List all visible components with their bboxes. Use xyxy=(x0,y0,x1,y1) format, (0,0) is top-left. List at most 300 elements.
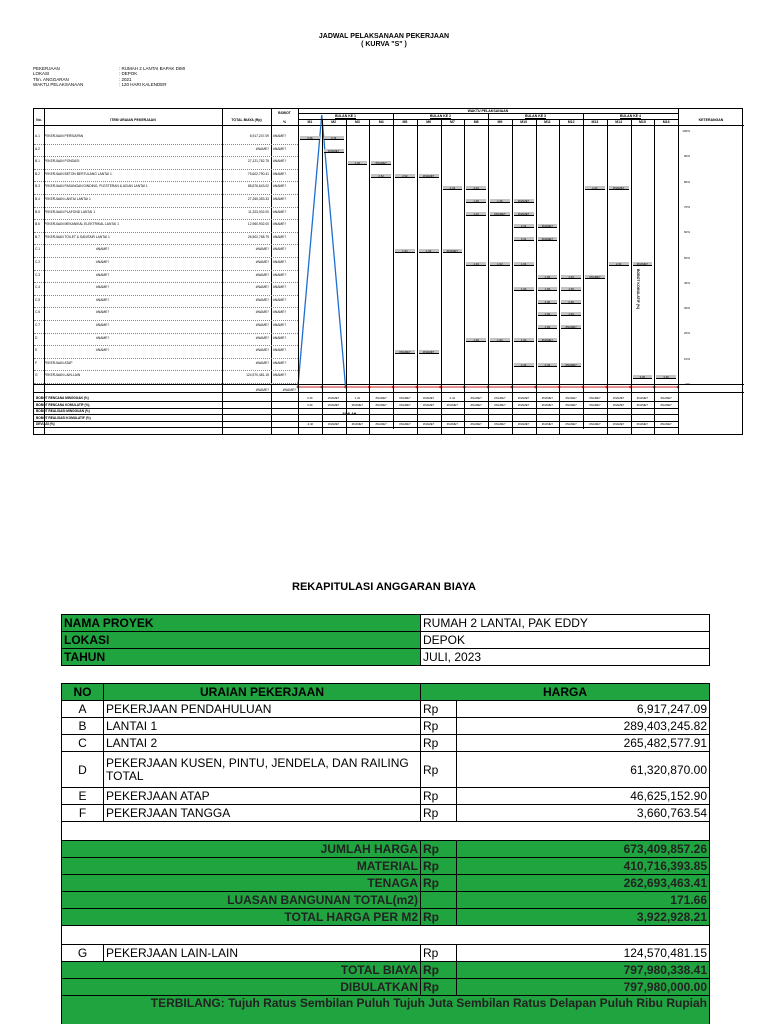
row-total: #NAME? xyxy=(255,323,269,327)
schedule-bar: 4.44 xyxy=(466,186,486,190)
schedule-bar: #NAME? xyxy=(561,325,581,329)
header-waktu: WAKTU PELAKSANAAN xyxy=(467,109,509,113)
row-uraian: PEKERJAAN PASANGAN DINDING, PLESTERAN & ACIAN LANTAI 1 xyxy=(44,184,148,189)
footer-value: #NAME? xyxy=(375,396,387,400)
footer-value: #NAME? xyxy=(613,402,625,407)
row-uraian: PEKERJAAN LANTAI LANTAI 1 xyxy=(44,197,91,201)
footer-value: #NAME? xyxy=(660,396,672,400)
footer-value: 4.44 xyxy=(449,396,456,400)
schedule-bar: 1.93 xyxy=(538,312,558,316)
row-uraian: #NAME? xyxy=(96,323,110,327)
info-value: : RUMAH 2 LANTAI BAPAK DIMI xyxy=(119,66,186,71)
row-total: 26,502,768.79 xyxy=(247,234,269,239)
schedule-bar: 1.93 xyxy=(514,262,534,266)
summary-label: JUMLAH HARGA xyxy=(62,841,421,858)
summary-row xyxy=(62,841,710,858)
table-row xyxy=(62,752,710,788)
recap-table xyxy=(61,683,710,1024)
schedule-bar: 1.93 xyxy=(538,275,558,279)
footer-value: #NAME? xyxy=(351,402,363,407)
week-header: M13 xyxy=(591,120,599,124)
week-header: M2 xyxy=(331,120,337,124)
schedule-bar: 3.46 xyxy=(300,136,320,140)
row-uraian: #NAME? xyxy=(96,272,110,277)
footer-value: #NAME? xyxy=(565,402,577,407)
schedule-bar: #NAME? xyxy=(419,350,439,354)
percent-label: 40% xyxy=(683,280,690,285)
row-uraian: #NAME? xyxy=(96,260,110,264)
jumlah-total: #NAME? xyxy=(255,388,269,392)
info-value: : 120 HARI KALENDER xyxy=(119,82,167,88)
row-total: 124,570,481.15 xyxy=(246,373,269,378)
item-harga: 289,403,245.82 xyxy=(457,718,710,735)
schedule-bar: 2.43 xyxy=(538,363,558,367)
header-no: NO xyxy=(62,684,104,701)
item-rp: Rp xyxy=(421,945,457,962)
row-total: 6,917,247.09 xyxy=(249,134,269,138)
footer-value: #NAME? xyxy=(399,402,411,407)
footer-value: #NAME? xyxy=(565,396,577,400)
schedule-bar: 2.96 xyxy=(561,300,581,304)
row-uraian: PEKERJAAN PLAFOND LANTAI 1 xyxy=(44,209,96,214)
week-header: M5 xyxy=(402,120,408,124)
row-bobot: #NAME? xyxy=(273,234,287,239)
schedule-bar: 3.31 xyxy=(514,237,534,241)
row-no: C.7 xyxy=(35,323,41,327)
week-header: M15 xyxy=(638,120,646,124)
item-harga: 265,482,577.91 xyxy=(457,735,710,752)
project-value: JULI, 2023 xyxy=(421,649,710,666)
row-total: 75,602,790.41 xyxy=(247,171,269,176)
week-header: M16 xyxy=(662,120,670,124)
footer-label: BOBOT RENCANA MINGGUAN (%) xyxy=(36,396,89,400)
footer-value: #NAME? xyxy=(470,402,482,407)
row-bobot: #NAME? xyxy=(273,197,287,201)
item-harga: 3,660,763.54 xyxy=(457,805,710,822)
schedule-bar: #NAME? xyxy=(443,249,463,253)
footer-value: #NAME? xyxy=(328,422,340,426)
row-total: #NAME? xyxy=(255,310,269,315)
header-no: No. xyxy=(36,118,42,122)
row-no: B.1 xyxy=(35,159,40,164)
row-total: 11,323,002.00 xyxy=(248,209,269,214)
percent-label: 70% xyxy=(683,204,690,209)
row-uraian: PEKERJAAN PERSIAPAN xyxy=(44,134,84,138)
schedule-bar: #NAME? xyxy=(561,363,581,367)
schedule-bar: #NAME? xyxy=(395,350,415,354)
info-label: LOKASI xyxy=(33,71,50,77)
schedule-bar: #NAME? xyxy=(538,237,558,241)
item-no: B xyxy=(62,718,104,735)
schedule-bar: 1.93 xyxy=(538,287,558,291)
row-bobot: #NAME? xyxy=(273,272,287,277)
header-harga: HARGA xyxy=(421,684,710,701)
schedule-bar: #NAME? xyxy=(514,199,534,203)
schedule-bar: 2.22 xyxy=(585,186,605,190)
row-no: E xyxy=(35,348,38,353)
jumlah-bobot: #NAME? xyxy=(282,388,296,392)
row-total: #NAME? xyxy=(255,297,269,302)
total-rp: Rp xyxy=(421,979,457,996)
summary-label: TOTAL HARGA PER M2 xyxy=(62,909,421,926)
row-total: 27,265,353.33 xyxy=(247,197,269,201)
row-no: C.3 xyxy=(35,272,41,277)
footer-value: #NAME? xyxy=(589,422,601,426)
project-label: LOKASI xyxy=(62,632,421,649)
footer-value: #NAME? xyxy=(399,396,411,400)
footer-value: #NAME? xyxy=(446,422,458,426)
table-row xyxy=(62,701,710,718)
footer-label: BOBOT REALISASI MINGGUAN (%) xyxy=(36,409,90,413)
item-rp: Rp xyxy=(421,788,457,805)
percent-label: 80% xyxy=(683,179,690,184)
schedule-bar: 1.93 xyxy=(466,262,486,266)
project-label: TAHUN xyxy=(62,649,421,666)
total-rp: Rp xyxy=(421,962,457,979)
row-uraian: PEKERJAAN LAIN-LAIN xyxy=(44,373,81,378)
header-total: TOTAL BIAYA (Rp) xyxy=(231,118,262,122)
footer-value: #NAME? xyxy=(613,396,625,400)
schedule-bar: #NAME? xyxy=(633,262,653,266)
schedule-grid xyxy=(33,108,743,435)
row-bobot: #NAME? xyxy=(273,159,287,164)
terbilang-row xyxy=(62,996,710,1024)
project-value: RUMAH 2 LANTAI, PAK EDDY xyxy=(421,615,710,632)
summary-rp xyxy=(421,892,457,909)
footer-label: BOBOT REALISASI KOMULATIF (%) xyxy=(36,415,91,420)
item-rp: Rp xyxy=(421,735,457,752)
summary-value: 410,716,393.85 xyxy=(457,858,710,875)
info-value: : 2021 xyxy=(119,76,132,82)
footer-value: #NAME? xyxy=(636,402,648,407)
footer-value: #NAME? xyxy=(328,402,340,407)
month-header: BULAN KE 2 xyxy=(429,114,451,118)
footer-value: #NAME? xyxy=(518,396,530,400)
schedule-bar: 3.90 xyxy=(656,375,676,379)
row-bobot: #NAME? xyxy=(273,348,287,353)
summary-rp: Rp xyxy=(421,841,457,858)
week-header: M7 xyxy=(449,120,455,124)
row-total: #NAME? xyxy=(255,348,269,353)
item-uraian: PEKERJAAN KUSEN, PINTU, JENDELA, DAN RAILING TOTAL xyxy=(104,752,421,788)
week-header: M6 xyxy=(426,120,432,124)
footer-value: #NAME? xyxy=(328,396,340,400)
schedule-bar: 2.30 xyxy=(609,262,629,266)
row-bobot: #NAME? xyxy=(273,335,287,340)
summary-label: MATERIAL xyxy=(62,858,421,875)
row-bobot: #NAME? xyxy=(273,323,287,327)
info-label: PEKERJAAN xyxy=(33,66,60,71)
total-value: 797,980,000.00 xyxy=(457,979,710,996)
summary-row xyxy=(62,909,710,926)
project-row xyxy=(62,632,710,649)
item-no: A xyxy=(62,701,104,718)
footer-value: 3.46 xyxy=(307,396,313,400)
row-no: B.2 xyxy=(35,171,40,176)
row-total: 27,121,762.75 xyxy=(247,159,269,164)
row-total: #NAME? xyxy=(255,272,269,277)
month-header: BULAN KE 1 xyxy=(334,114,356,118)
schedule-bar: #NAME? xyxy=(538,338,558,342)
row-bobot: #NAME? xyxy=(273,260,287,264)
row-total: #NAME? xyxy=(255,335,269,340)
project-row xyxy=(62,615,710,632)
row-no: C.2 xyxy=(35,260,41,264)
footer-label: BOBOT RENCANA KOMULATIF (%) xyxy=(36,402,90,407)
footer-value: #NAME? xyxy=(399,422,411,426)
schedule-bar: #NAME? xyxy=(371,161,391,165)
row-uraian: #NAME? xyxy=(96,348,110,353)
summary-row xyxy=(62,875,710,892)
row-no: B.6 xyxy=(35,222,40,227)
week-header: M10 xyxy=(520,120,528,124)
schedule-bar: 2.96 xyxy=(538,300,558,304)
info-value: : DEPOK xyxy=(119,71,138,77)
row-no: B.7 xyxy=(35,234,40,239)
row-bobot: #NAME? xyxy=(273,297,287,302)
row-bobot: #NAME? xyxy=(273,247,287,252)
terbilang-text: TERBILANG: Tujuh Ratus Sembilan Puluh Tujuh Juta Sembilan Ratus Delapan Puluh Ribu Rupiah xyxy=(62,996,710,1024)
total-value: 797,980,338.41 xyxy=(457,962,710,979)
row-no: G xyxy=(35,373,38,378)
item-uraian: PEKERJAAN LAIN-LAIN xyxy=(104,945,421,962)
schedule-bar: 1.36 xyxy=(490,199,510,203)
percent-label: 50% xyxy=(683,255,690,260)
footer-value: #NAME? xyxy=(375,422,387,426)
summary-value: 262,693,463.41 xyxy=(457,875,710,892)
table-row-empty xyxy=(62,926,710,945)
project-label: NAMA PROYEK xyxy=(62,615,421,632)
footer-value: #NAME? xyxy=(589,396,601,400)
footer-value: #NAME? xyxy=(613,422,625,426)
item-uraian: PEKERJAAN ATAP xyxy=(104,788,421,805)
info-label: Thn. ANGGARAN xyxy=(33,76,69,82)
header-uraian: ITEM URAIAN PEKERJAAN xyxy=(110,118,156,122)
row-uraian: #NAME? xyxy=(96,285,110,290)
footer-value: #NAME? xyxy=(636,396,648,400)
row-uraian: PEKERJAAN PONDASI xyxy=(44,159,80,164)
table-row xyxy=(62,945,710,962)
header-bobot-unit: % xyxy=(282,120,287,124)
schedule-bar: 3.90 xyxy=(633,375,653,379)
schedule-bar: 1.93 xyxy=(514,287,534,291)
total-label: DIBULATKAN xyxy=(62,979,421,996)
footer-value: #NAME? xyxy=(375,402,387,407)
row-bobot: #NAME? xyxy=(273,285,287,290)
schedule-bar: 2.52 xyxy=(371,174,391,178)
total-row xyxy=(62,962,710,979)
row-bobot: #NAME? xyxy=(273,171,287,176)
footer-value: -3.46 xyxy=(306,422,314,426)
week-header: M11 xyxy=(544,120,551,124)
row-bobot: #NAME? xyxy=(273,373,287,378)
footer-value: #NAME? xyxy=(494,402,506,407)
week-header: M1 xyxy=(307,120,313,124)
row-no: D xyxy=(35,335,38,340)
week-header: M3 xyxy=(354,120,360,124)
item-harga: 61,320,870.00 xyxy=(457,752,710,788)
row-bobot: #NAME? xyxy=(273,184,287,189)
summary-value: 3,922,928.21 xyxy=(457,909,710,926)
footer-value: #NAME? xyxy=(660,402,672,407)
row-total: #NAME? xyxy=(255,247,269,252)
week-header: M9 xyxy=(497,120,503,124)
percent-label: 90% xyxy=(683,154,690,159)
item-harga: 124,570,481.15 xyxy=(457,945,710,962)
footer-value: #NAME? xyxy=(636,422,648,426)
week-header: M14 xyxy=(615,120,623,124)
summary-value: 673,409,857.26 xyxy=(457,841,710,858)
row-uraian: PEKERJAAN MEKANIKAL ELEKTRIKAL LANTAI 1 xyxy=(44,222,119,227)
schedule-bar: 4.44 xyxy=(443,186,463,190)
footer-value: #NAME? xyxy=(423,402,435,407)
row-total: #NAME? xyxy=(255,285,269,290)
summary-rp: Rp xyxy=(421,909,457,926)
footer-value: #NAME? xyxy=(541,402,553,407)
item-harga: 46,625,152.90 xyxy=(457,788,710,805)
row-no: B.5 xyxy=(35,209,40,214)
item-uraian: PEKERJAAN TANGGA xyxy=(104,805,421,822)
schedule-bar: 1.93 xyxy=(514,338,534,342)
week-header: M8 xyxy=(473,120,479,124)
item-uraian: LANTAI 1 xyxy=(104,718,421,735)
schedule-bar: 1.93 xyxy=(561,287,581,291)
schedule-bar: 1.93 xyxy=(419,249,439,253)
axis-label: BOBOT KOMULATIF (%) xyxy=(636,268,640,310)
item-uraian: LANTAI 2 xyxy=(104,735,421,752)
row-no: B.4 xyxy=(35,197,40,201)
table-row xyxy=(62,718,710,735)
table-row xyxy=(62,805,710,822)
total-row xyxy=(62,979,710,996)
row-uraian: PEKERJAAN ATAP xyxy=(44,360,73,365)
percent-label: 100% xyxy=(682,129,690,133)
schedule-bar: 3.46 xyxy=(324,136,344,140)
schedule-bar: 1.93 xyxy=(490,262,510,266)
row-uraian: #NAME? xyxy=(96,297,110,302)
recap-title: REKAPITULASI ANGGARAN BIAYA xyxy=(292,581,476,593)
row-uraian: PEKERJAAN BETON BERTULANG LANTAI 1 xyxy=(44,171,112,176)
schedule-bar: #NAME? xyxy=(490,212,510,216)
row-total: #NAME? xyxy=(255,146,269,151)
summary-rp: Rp xyxy=(421,858,457,875)
summary-value: 171.66 xyxy=(457,892,710,909)
row-no: C.5 xyxy=(35,297,41,302)
table-row-empty xyxy=(62,822,710,841)
schedule-bar: 1.42 xyxy=(466,212,486,216)
item-no: C xyxy=(62,735,104,752)
total-label: TOTAL BIAYA xyxy=(62,962,421,979)
footer-value: #NAME? xyxy=(589,402,601,407)
row-no: C.6 xyxy=(35,310,41,315)
row-total: #NAME? xyxy=(255,260,269,264)
table-row xyxy=(62,735,710,752)
row-bobot: #NAME? xyxy=(273,209,287,214)
footer-value: #NAME? xyxy=(518,422,530,426)
percent-label: 10% xyxy=(683,356,690,361)
footer-value: #NAME? xyxy=(518,402,530,407)
percent-label: 20% xyxy=(683,331,690,336)
item-rp: Rp xyxy=(421,701,457,718)
project-info-table xyxy=(61,614,710,666)
item-no: G xyxy=(62,945,104,962)
schedule-bar: 1.93 xyxy=(561,275,581,279)
jumlah-label: JUMLAH xyxy=(341,412,357,416)
footer-value: #NAME? xyxy=(470,396,482,400)
schedule-bar: #NAME? xyxy=(585,275,605,279)
footer-value: #NAME? xyxy=(423,422,435,426)
row-uraian: #NAME? xyxy=(96,247,110,252)
item-no: E xyxy=(62,788,104,805)
footer-value: #NAME? xyxy=(660,422,672,426)
project-row xyxy=(62,649,710,666)
schedule-bar: 2.52 xyxy=(395,174,415,178)
row-total: #NAME? xyxy=(255,360,269,365)
item-rp: Rp xyxy=(421,718,457,735)
schedule-bar: 1.32 xyxy=(348,161,368,165)
month-header: BULAN KE 4 xyxy=(619,114,641,118)
header-uraian: URAIAN PEKERJAAN xyxy=(104,684,421,701)
schedule-bar: 1.36 xyxy=(466,199,486,203)
schedule-bar: #NAME? xyxy=(538,224,558,228)
header-keterangan: KETERANGAN xyxy=(698,118,724,122)
item-rp: Rp xyxy=(421,805,457,822)
summary-row xyxy=(62,892,710,909)
schedule-bar: #NAME? xyxy=(609,186,629,190)
row-bobot: #NAME? xyxy=(273,310,287,315)
percent-label: 30% xyxy=(683,306,690,311)
summary-rp: Rp xyxy=(421,875,457,892)
row-uraian: #NAME? xyxy=(96,335,110,340)
footer-value: #NAME? xyxy=(565,422,577,426)
summary-label: TENAGA xyxy=(62,875,421,892)
schedule-bar: 1.93 xyxy=(490,338,510,342)
percent-label: 60% xyxy=(683,230,690,235)
item-rp: Rp xyxy=(421,752,457,788)
footer-value: #NAME? xyxy=(541,422,553,426)
footer-label: DEVIASI (%) xyxy=(36,422,55,426)
schedule-bar: #NAME? xyxy=(419,174,439,178)
item-no: F xyxy=(62,805,104,822)
schedule-bar: 3.24 xyxy=(514,224,534,228)
month-header: BULAN KE 3 xyxy=(524,114,546,118)
row-bobot: #NAME? xyxy=(273,222,287,227)
schedule-bar: #NAME? xyxy=(514,212,534,216)
row-no: C.1 xyxy=(35,247,41,252)
row-no: A.2 xyxy=(35,146,40,151)
footer-value: 3.46 xyxy=(307,402,313,407)
footer-value: #NAME? xyxy=(494,396,506,400)
row-bobot: #NAME? xyxy=(273,146,287,151)
week-header: M12 xyxy=(567,120,575,124)
percent-label: 0% xyxy=(685,382,690,386)
schedule-bar: #NAME? xyxy=(324,149,344,153)
schedule-title: JADWAL PELAKSANAAN PEKERJAAN xyxy=(318,33,450,40)
project-value: DEPOK xyxy=(421,632,710,649)
row-no: B.3 xyxy=(35,184,40,189)
schedule-bar: 1.93 xyxy=(466,338,486,342)
row-uraian: PEKERJAAN TOILET & SANITAIR LANTAI 1 xyxy=(44,234,110,239)
row-no: F xyxy=(35,360,38,365)
schedule-bar: 1.93 xyxy=(561,312,581,316)
row-no: A.1 xyxy=(35,134,40,138)
recap-header-row xyxy=(62,684,710,701)
item-uraian: PEKERJAAN PENDAHULUAN xyxy=(104,701,421,718)
schedule-bar: 2.43 xyxy=(514,363,534,367)
schedule-bar: 1.93 xyxy=(538,325,558,329)
item-no: D xyxy=(62,752,104,788)
schedule-bar: 1.93 xyxy=(395,249,415,253)
